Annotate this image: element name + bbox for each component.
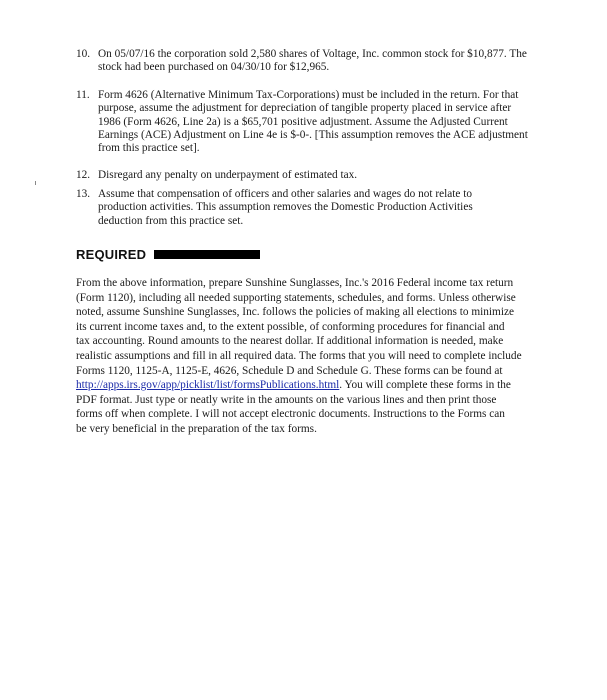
list-item-number: 12. xyxy=(76,169,91,181)
text-line: from this practice set]. xyxy=(98,142,200,155)
text-fragment: . You will complete these forms in the xyxy=(339,379,511,392)
list-item-number: 10. xyxy=(76,48,91,60)
list-item-10 xyxy=(76,48,546,75)
text-line: stock had been purchased on 04/30/10 for $12,965. xyxy=(98,61,330,74)
list-item-number: 11. xyxy=(76,89,90,101)
stray-mark xyxy=(35,181,36,185)
text-line: realistic assumptions and fill in all required data. The forms that you will need to complete include xyxy=(76,349,522,362)
irs-forms-link[interactable]: http://apps.irs.gov/app/picklist/list/formsPublications.html xyxy=(76,379,340,392)
text-line: PDF format. Just type or neatly write in the amounts on the various lines and then print those xyxy=(76,393,497,406)
list-item-text xyxy=(98,89,546,155)
list-item-text xyxy=(98,169,546,182)
text-line-with-link xyxy=(76,378,546,393)
text-line: Disregard any penalty on underpayment of estimated tax. xyxy=(98,169,358,181)
list-item-12 xyxy=(76,169,546,182)
text-line: 1986 (Form 4626, Line 2a) is a $65,701 positive adjustment. Assume the Adjusted Current xyxy=(98,115,508,128)
list-item-13 xyxy=(76,188,546,228)
text-line: On 05/07/16 the corporation sold 2,580 shares of Voltage, Inc. common stock for $10,877. The xyxy=(98,48,527,60)
list-item-number: 13. xyxy=(76,188,91,200)
text-line: Form 4626 (Alternative Minimum Tax-Corporations) must be included in the return. For that xyxy=(98,89,519,101)
list-item-text xyxy=(98,188,546,228)
redaction-bar xyxy=(154,250,260,259)
required-section-header xyxy=(76,247,260,262)
text-line: (Form 1120), including all needed supporting statements, schedules, and forms. Unless otherwise xyxy=(76,291,516,304)
text-line: Assume that compensation of officers and other salaries and wages do not relate to xyxy=(98,188,473,200)
text-line: tax accounting. Round amounts to the nearest dollar. If additional information is needed, make xyxy=(76,335,504,348)
text-line: From the above information, prepare Sunshine Sunglasses, Inc.'s 2016 Federal income tax return xyxy=(76,277,514,289)
text-line: be very beneficial in the preparation of the tax forms. xyxy=(76,422,317,435)
text-line: purpose, assume the adjustment for depreciation of tangible property placed in service after xyxy=(98,102,512,115)
text-line: Earnings (ACE) Adjustment on Line 4e is $-0-. [This assumption removes the ACE adjustment xyxy=(98,128,528,141)
list-item-11 xyxy=(76,89,546,155)
text-line: production activities. This assumption removes the Domestic Production Activities xyxy=(98,201,473,214)
text-line: its current income taxes and, to the extent possible, of conforming procedures for financial and xyxy=(76,320,505,333)
text-line: noted, assume Sunshine Sunglasses, Inc. follows the policies of making all elections to minimize xyxy=(76,306,514,319)
text-line: deduction from this practice set. xyxy=(98,214,244,227)
text-line: forms off when complete. I will not accept electronic documents. Instructions to the Forms can xyxy=(76,408,505,421)
required-heading: REQUIRED xyxy=(76,247,147,262)
list-item-text xyxy=(98,48,546,75)
text-line: Forms 1120, 1125-A, 1125-E, 4626, Schedule D and Schedule G. These forms can be found at xyxy=(76,364,503,377)
instructions-paragraph xyxy=(76,276,546,437)
